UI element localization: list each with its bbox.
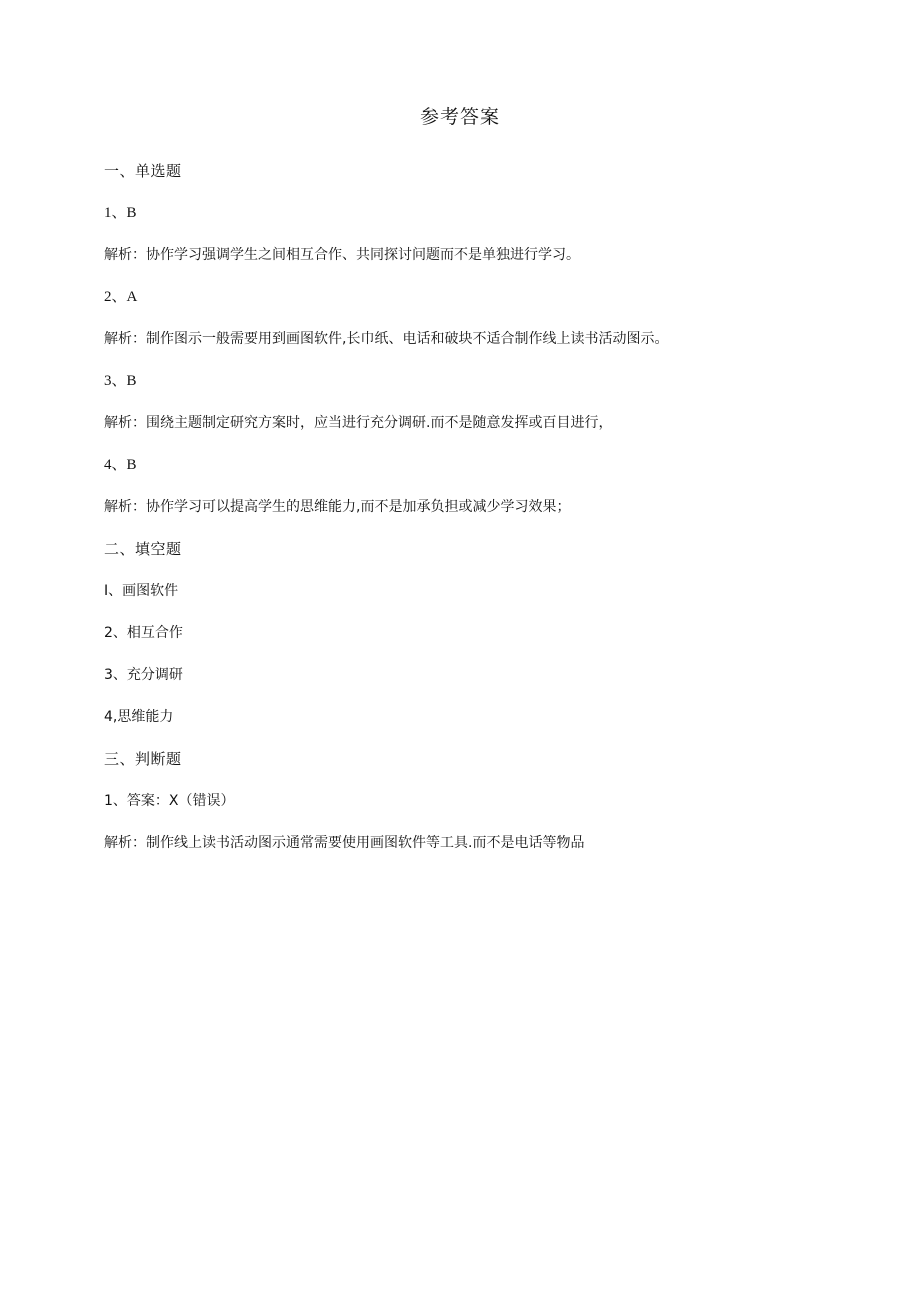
answer-line: 4,思维能力 bbox=[104, 709, 174, 725]
explanation-line: 解析：协作学习可以提高学生的思维能力,而不是加承负担或减少学习效果； bbox=[104, 499, 571, 515]
explanation-line: 解析：制作线上读书活动图示通常需要使用画图软件等工具.而不是电话等物品 bbox=[104, 835, 585, 851]
section-heading-true-false: 三、判断题 bbox=[104, 750, 182, 768]
answer-line: 2、相互合作 bbox=[104, 625, 183, 641]
explanation-line: 解析：围绕主题制定研究方案时，应当进行充分调研.而不是随意发挥或百目进行， bbox=[104, 415, 613, 431]
answer-line: 3、充分调研 bbox=[104, 667, 183, 683]
explanation-line: 解析：制作图示一般需要用到画图软件,长巾纸、电话和破块不适合制作线上读书活动图示。 bbox=[104, 331, 669, 347]
section-heading-single-choice: 一、单选题 bbox=[104, 162, 182, 180]
answer-line: 3、B bbox=[104, 373, 137, 389]
explanation-line: 解析：协作学习强调学生之间相互合作、共同探讨问题而不是单独进行学习。 bbox=[104, 247, 580, 263]
answer-line: 4、B bbox=[104, 457, 137, 473]
answer-line: I、画图软件 bbox=[104, 583, 179, 599]
answer-line: 2、A bbox=[104, 289, 138, 305]
answer-line: 1、答案：X（错误） bbox=[104, 793, 235, 809]
document-body bbox=[104, 160, 824, 854]
document-title: 参考答案 bbox=[419, 106, 500, 128]
section-heading-fill-blank: 二、填空题 bbox=[104, 540, 182, 558]
answer-line: 1、B bbox=[104, 205, 137, 221]
